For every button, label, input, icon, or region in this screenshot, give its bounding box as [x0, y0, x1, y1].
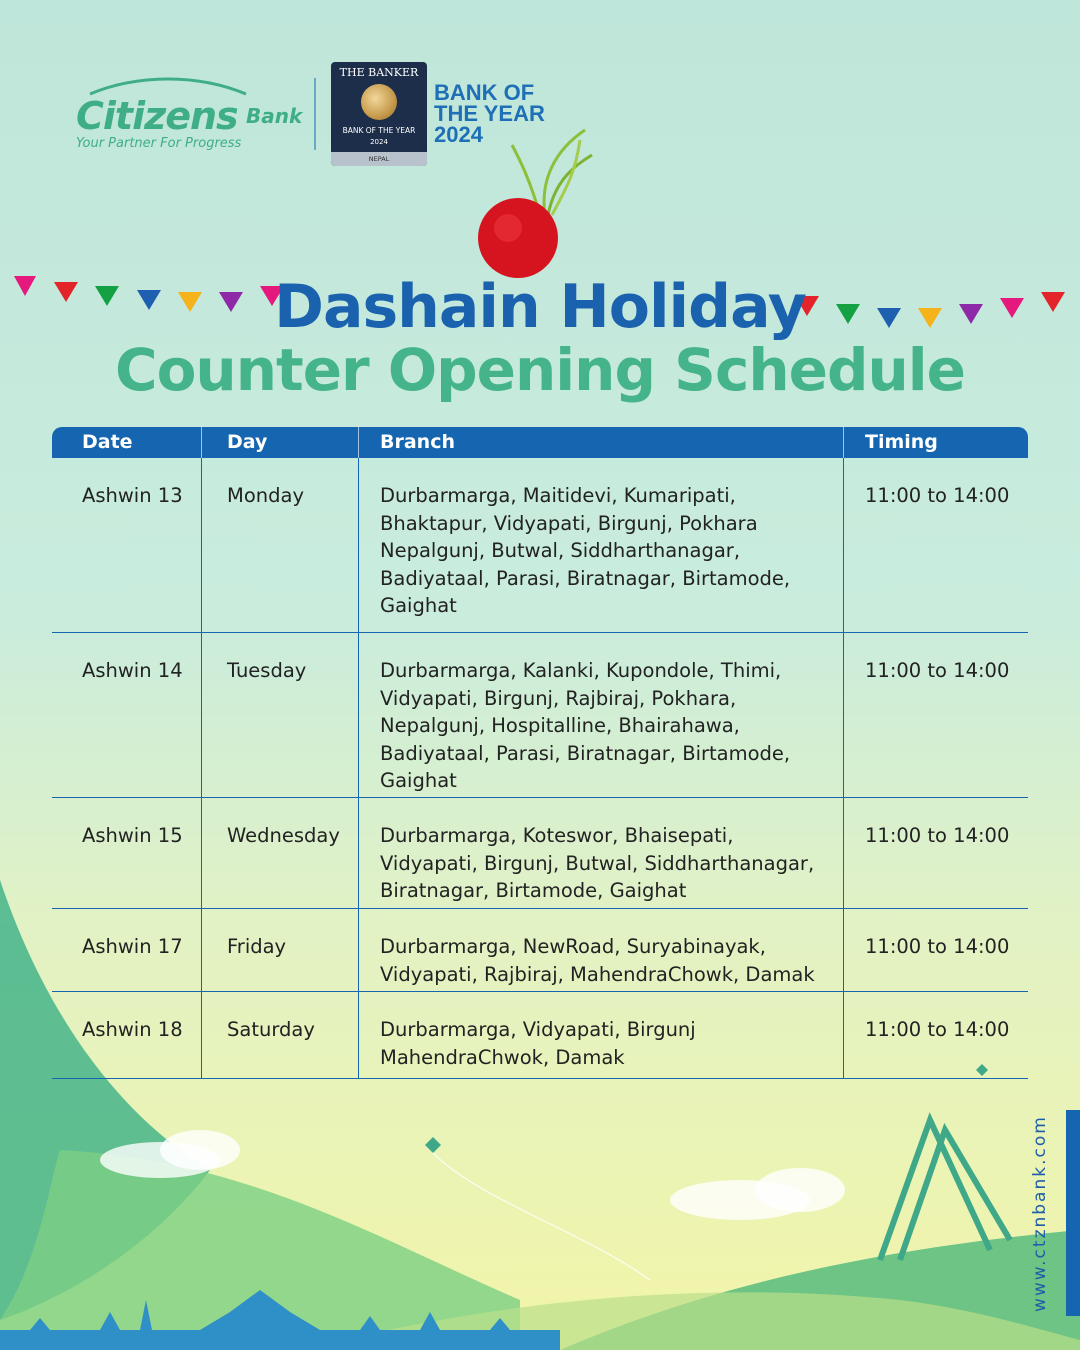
badge-country: NEPAL [331, 152, 427, 166]
badge-year: 2024 [370, 138, 388, 146]
url-accent-bar [1066, 1110, 1080, 1316]
badge-line: BANK OF THE YEAR [342, 126, 416, 135]
award-text [434, 82, 545, 145]
date-cell: Ashwin 17 [82, 935, 183, 958]
branch-line: Vidyapati, Birgunj, Butwal, Siddharthanagar, [380, 851, 815, 875]
brand-tagline: Your Partner For Progress [76, 136, 242, 151]
branch-line: Gaighat [380, 594, 457, 617]
header-date: Date [82, 431, 133, 453]
branch-line: Biratnagar, Birtamode, Gaighat [380, 879, 687, 902]
day-cell: Monday [201, 458, 358, 632]
timing-cell: 11:00 to 14:00 [843, 458, 1028, 632]
brand-name: Citizens [76, 94, 238, 138]
badge-title: THE BANKER [339, 66, 419, 79]
branch-line: Durbarmarga, Kalanki, Kupondole, Thimi, [380, 659, 782, 682]
branch-cell [358, 633, 843, 797]
branch-line: Durbarmarga, Koteswor, Bhaisepati, [380, 824, 734, 847]
logo-arc-icon [88, 76, 248, 96]
table-row [52, 633, 1028, 798]
table-row [52, 992, 1028, 1079]
header-divider [314, 78, 316, 150]
day-cell: Wednesday [201, 798, 358, 908]
branch-line: Bhaktapur, Vidyapati, Birgunj, Pokhara [380, 511, 758, 535]
header-timing: Timing [843, 427, 1050, 458]
schedule-table [52, 427, 1028, 1079]
branch-cell [358, 798, 843, 908]
timing-cell: 11:00 to 14:00 [843, 909, 1028, 991]
award-line-1: BANK OF [434, 80, 535, 105]
day-cell: Friday [201, 909, 358, 991]
table-row [52, 798, 1028, 909]
award-line-2: THE YEAR [434, 101, 545, 126]
date-cell: Ashwin 15 [82, 824, 183, 847]
table-row [52, 909, 1028, 992]
branch-cell [358, 909, 843, 991]
award-badge [331, 62, 427, 166]
day-cell: Tuesday [201, 633, 358, 797]
branch-cell [358, 458, 843, 632]
table-header [52, 427, 1028, 458]
header-branch: Branch [358, 427, 865, 458]
medal-icon [361, 84, 397, 120]
branch-line: Badiyataal, Parasi, Biratnagar, Birtamode, [380, 741, 791, 765]
page-subtitle: Counter Opening Schedule [115, 336, 965, 404]
branch-line: Vidyapati, Birgunj, Rajbiraj, Pokhara, [380, 686, 737, 710]
date-cell: Ashwin 13 [82, 484, 183, 507]
branch-line: Nepalgunj, Butwal, Siddharthanagar, [380, 539, 741, 562]
timing-cell: 11:00 to 14:00 [843, 798, 1028, 908]
timing-cell: 11:00 to 14:00 [843, 633, 1028, 797]
branch-line: Badiyataal, Parasi, Biratnagar, Birtamode, [380, 566, 791, 590]
branch-line: Vidyapati, Rajbiraj, MahendraChowk, Damak [380, 962, 815, 986]
branch-line: MahendraChwok, Damak [380, 1045, 625, 1069]
branch-line: Gaighat [380, 769, 457, 792]
header-day: Day [201, 427, 384, 458]
branch-cell [358, 992, 843, 1078]
table-row [52, 458, 1028, 633]
branch-line: Durbarmarga, Maitidevi, Kumaripati, [380, 484, 736, 507]
timing-cell: 11:00 to 14:00 [843, 992, 1028, 1078]
award-line-3: 2024 [434, 122, 483, 147]
branch-line: Nepalgunj, Hospitalline, Bhairahawa, [380, 714, 740, 737]
date-cell: Ashwin 14 [82, 659, 183, 682]
day-cell: Saturday [201, 992, 358, 1078]
branch-line: Durbarmarga, NewRoad, Suryabinayak, [380, 935, 766, 958]
branch-line: Durbarmarga, Vidyapati, Birgunj [380, 1018, 696, 1041]
brand-bank-word: Bank [246, 104, 303, 128]
website-url[interactable]: www.ctznbank.com [1030, 1115, 1050, 1312]
page-title: Dashain Holiday [274, 272, 806, 342]
date-cell: Ashwin 18 [82, 1018, 183, 1041]
